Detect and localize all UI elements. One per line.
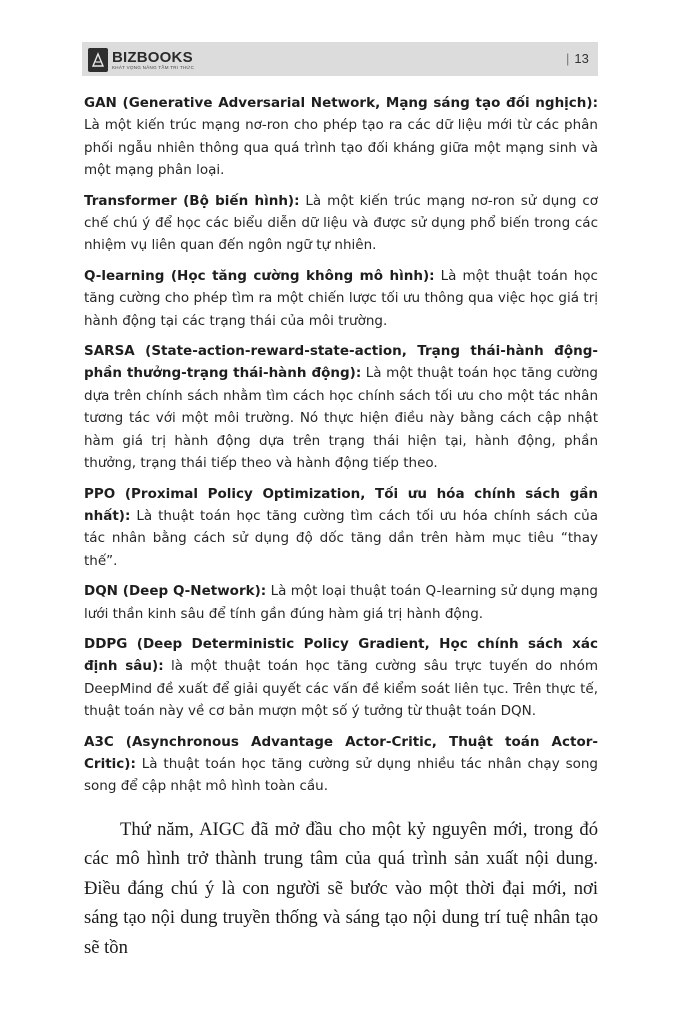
glossary-entry	[84, 580, 598, 625]
glossary-definition: Là một thuật toán học tăng cường cho phép tìm ra một chiến lược tối ưu thông qua việc học giá trị hành động tại các trạng thái của môi trường.	[84, 267, 598, 329]
brand-name: BIZBOOKS	[112, 48, 193, 66]
glossary-list	[84, 92, 598, 806]
page-number-value: 13	[574, 51, 589, 66]
glossary-definition: Là thuật toán học tăng cường tìm cách tối ưu hóa chính sách của tác nhân bằng cách sử dụng độ dốc tăng dần trên hàm mục tiêu “thay thế”.	[84, 507, 598, 569]
glossary-entry	[84, 92, 598, 182]
glossary-definition: Là một kiến trúc mạng nơ-ron cho phép tạo ra các dữ liệu mới từ các phân phối ngẫu nhiên thông qua quá trình tạo đối kháng giữa một mạng sinh và một mạng phân loại.	[84, 117, 598, 179]
glossary-entry	[84, 633, 598, 723]
glossary-entry	[84, 265, 598, 332]
glossary-entry	[84, 483, 598, 573]
glossary-definition: là một thuật toán học tăng cường sâu trực tuyến do nhóm DeepMind đề xuất để giải quyết các vấn đề kiểm soát liên tục. Trên thực tế, thuật toán này về cơ bản mượn một số ý tưởng từ thuật toán DQN.	[84, 658, 598, 720]
brand-tagline: KHÁT VỌNG NÂNG TẦM TRI THỨC	[112, 64, 195, 70]
glossary-entry	[84, 190, 598, 257]
glossary-term: SARSA (State-action-reward-state-action, Trạng thái-hành động-phần thưởng-trạng thái-hành động):	[84, 343, 598, 382]
glossary-term: PPO (Proximal Policy Optimization, Tối ưu hóa chính sách gần nhất):	[84, 485, 598, 524]
glossary-definition: Là một loại thuật toán Q-learning sử dụng mạng lưới thần kinh sâu để tính gần đúng hàm giá trị hành động.	[84, 583, 598, 622]
glossary-term: GAN (Generative Adversarial Network, Mạng sáng tạo đối nghịch):	[84, 95, 598, 111]
publisher-logo	[88, 46, 194, 74]
glossary-term: DQN (Deep Q-Network):	[84, 583, 267, 600]
glossary-entry	[84, 340, 598, 474]
glossary-term: DDPG (Deep Deterministic Policy Gradient, Học chính sách xác định sâu):	[84, 635, 598, 675]
bizbooks-logo-icon	[88, 48, 108, 72]
page-number	[566, 51, 589, 66]
glossary-term: Transformer (Bộ biến hình):	[84, 192, 300, 209]
page-number-separator: |	[566, 51, 570, 66]
glossary-term: A3C (Asynchronous Advantage Actor-Critic, Thuật toán Actor-Critic):	[84, 733, 598, 772]
glossary-definition: Là thuật toán học tăng cường sử dụng nhiều tác nhân chạy song song để cập nhật mô hình toàn cầu.	[84, 755, 598, 795]
body-paragraph: Thứ năm, AIGC đã mở đầu cho một kỷ nguyên mới, trong đó các mô hình trở thành trung tâm của quá trình sản xuất nội dung. Điều đáng chú ý là con người sẽ bước vào một thời đại mới, nơi sáng tạo nội dung truyền thống và sáng tạo nội dung trí tuệ nhân tạo sẽ tồn	[84, 819, 598, 958]
glossary-definition: Là một thuật toán học tăng cường dựa trên chính sách nhằm tìm cách học chính sách tối ưu cho một tác nhân tương tác với một môi trường. Nó thực hiện điều này bằng cách cập nhật hàm giá trị hành động dựa trên trạng thái hiện tại, hành động, phần thưởng, trạng thái tiếp theo và hành động tiếp theo.	[84, 365, 599, 472]
glossary-definition: Là một kiến trúc mạng nơ-ron sử dụng cơ chế chú ý để học các biểu diễn dữ liệu và được sử dụng phổ biến trong các nhiệm vụ liên quan đến ngôn ngữ tự nhiên.	[84, 192, 599, 254]
glossary-entry	[84, 731, 598, 798]
glossary-term: Q-learning (Học tăng cường không mô hình):	[84, 267, 435, 284]
